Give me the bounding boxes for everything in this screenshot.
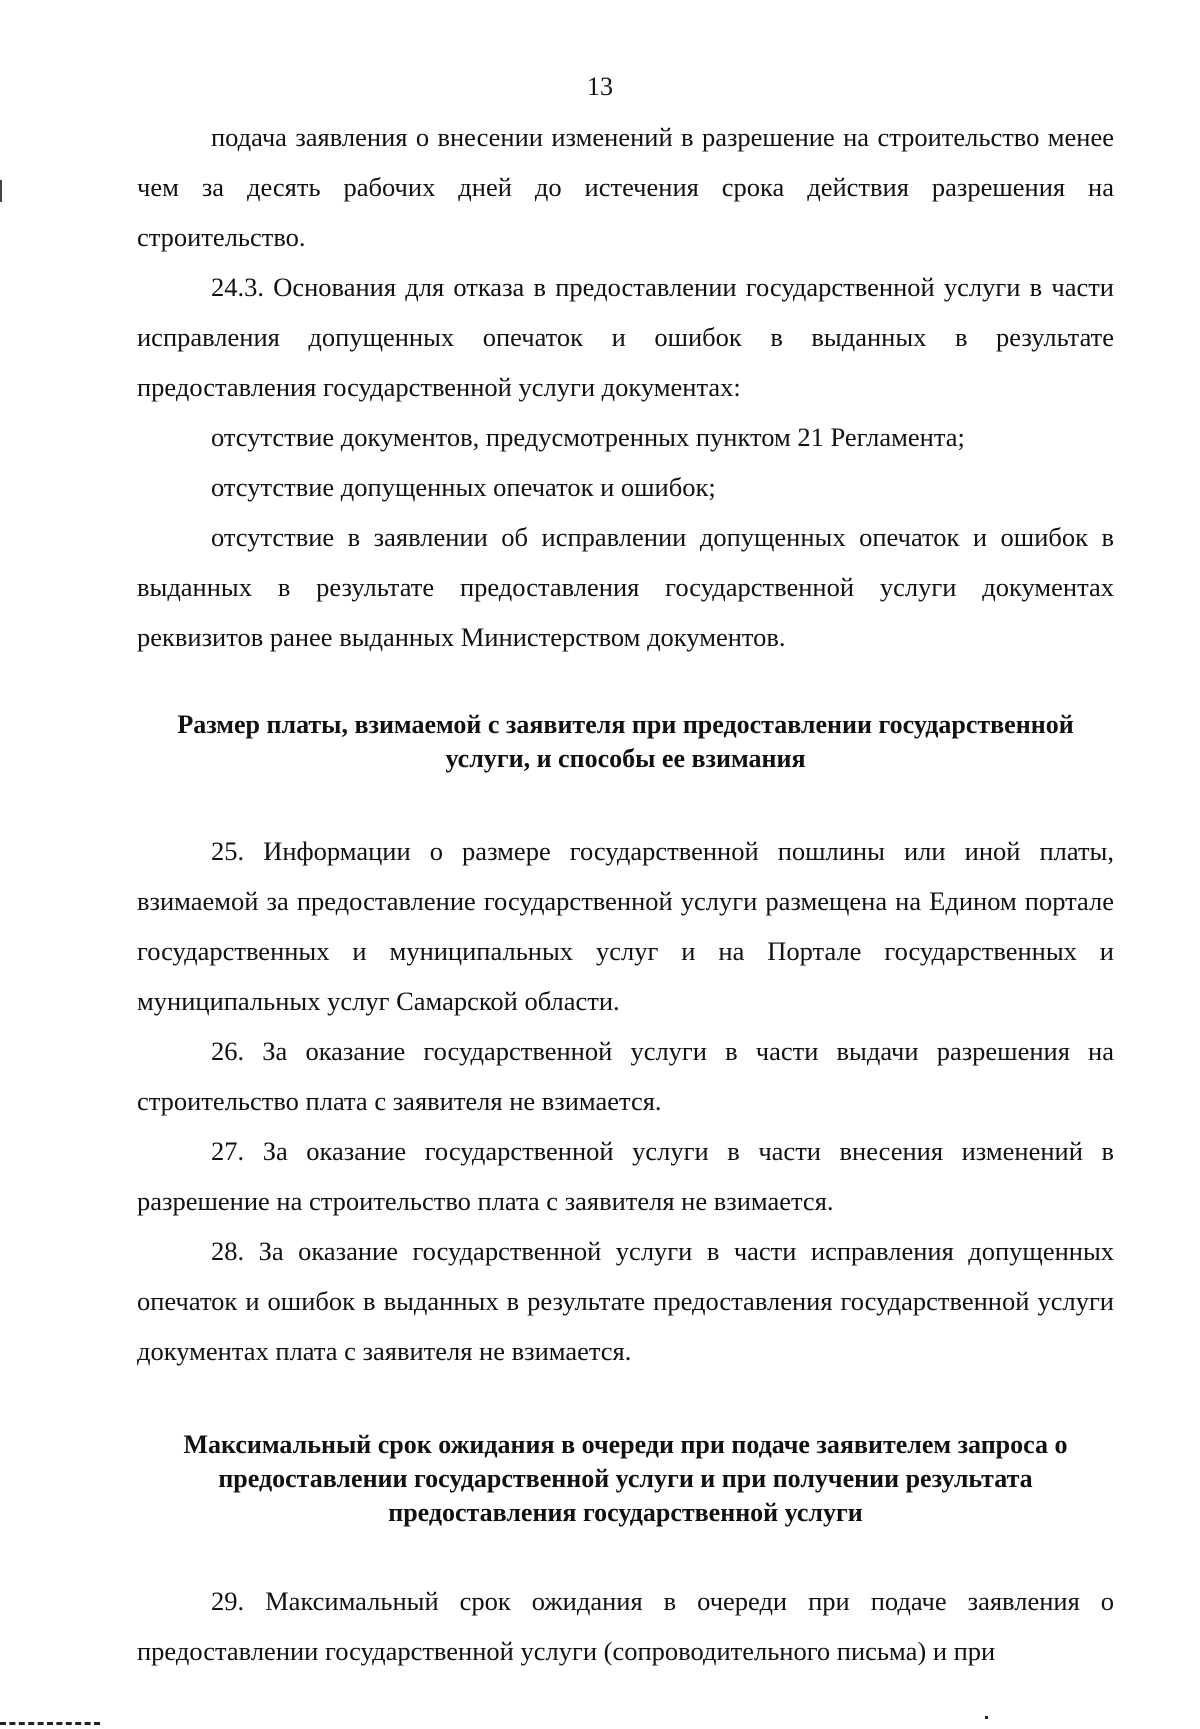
paragraph-continuation: подача заявления о внесении изменений в разрешение на строительство менее чем за десять рабочих дней до истечения срока действия разрешения на строительство. xyxy=(137,122,1114,252)
paragraph-25: 25. Информации о размере государственной пошлины или иной платы, взимаемой за предоставление государственной услуги размещена на Едином портале государственных и муниципальных услуг и на Портале государственных и муниципальных услуг Самарской области. xyxy=(137,836,1114,1016)
paragraph-29: 29. Максимальный срок ожидания в очереди при подаче заявления о предоставлении государственной услуги (сопроводительного письма) и при xyxy=(137,1586,1114,1666)
list-item-2: отсутствие допущенных опечаток и ошибок; xyxy=(211,472,716,502)
section-heading-fees: Размер платы, взимаемой с заявителя при предоставлении государственной услуги, и способы ее взимания xyxy=(177,710,1074,773)
document-body xyxy=(137,112,1114,1676)
footer-dot xyxy=(985,1716,988,1719)
footer-rule xyxy=(0,1722,100,1725)
paragraph-26: 26. За оказание государственной услуги в части выдачи разрешения на строительство плата с заявителя не взимается. xyxy=(137,1036,1114,1116)
page-number: 13 xyxy=(587,72,613,101)
list-item-1: отсутствие документов, предусмотренных пунктом 21 Регламента; xyxy=(211,422,965,452)
scan-margin-mark xyxy=(0,180,2,202)
paragraph-24-3: 24.3. Основания для отказа в предоставлении государственной услуги в части исправления допущенных опечаток и ошибок в выданных в результате предоставления государственной услуги документах: xyxy=(137,272,1114,402)
paragraph-27: 27. За оказание государственной услуги в части внесения изменений в разрешение на строительство плата с заявителя не взимается. xyxy=(137,1136,1114,1216)
paragraph-28: 28. За оказание государственной услуги в части исправления допущенных опечаток и ошибок в выданных в результате предоставления государственной услуги документах плата с заявителя не взимается. xyxy=(137,1236,1114,1366)
list-item-3: отсутствие в заявлении об исправлении допущенных опечаток и ошибок в выданных в результате предоставления государственной услуги документах реквизитов ранее выданных Министерством документов. xyxy=(137,522,1114,652)
section-heading-queue-time: Максимальный срок ожидания в очереди при подаче заявителем запроса о предоставлении государственной услуги и при получении результата предоставления государственной услуги xyxy=(183,1430,1068,1527)
